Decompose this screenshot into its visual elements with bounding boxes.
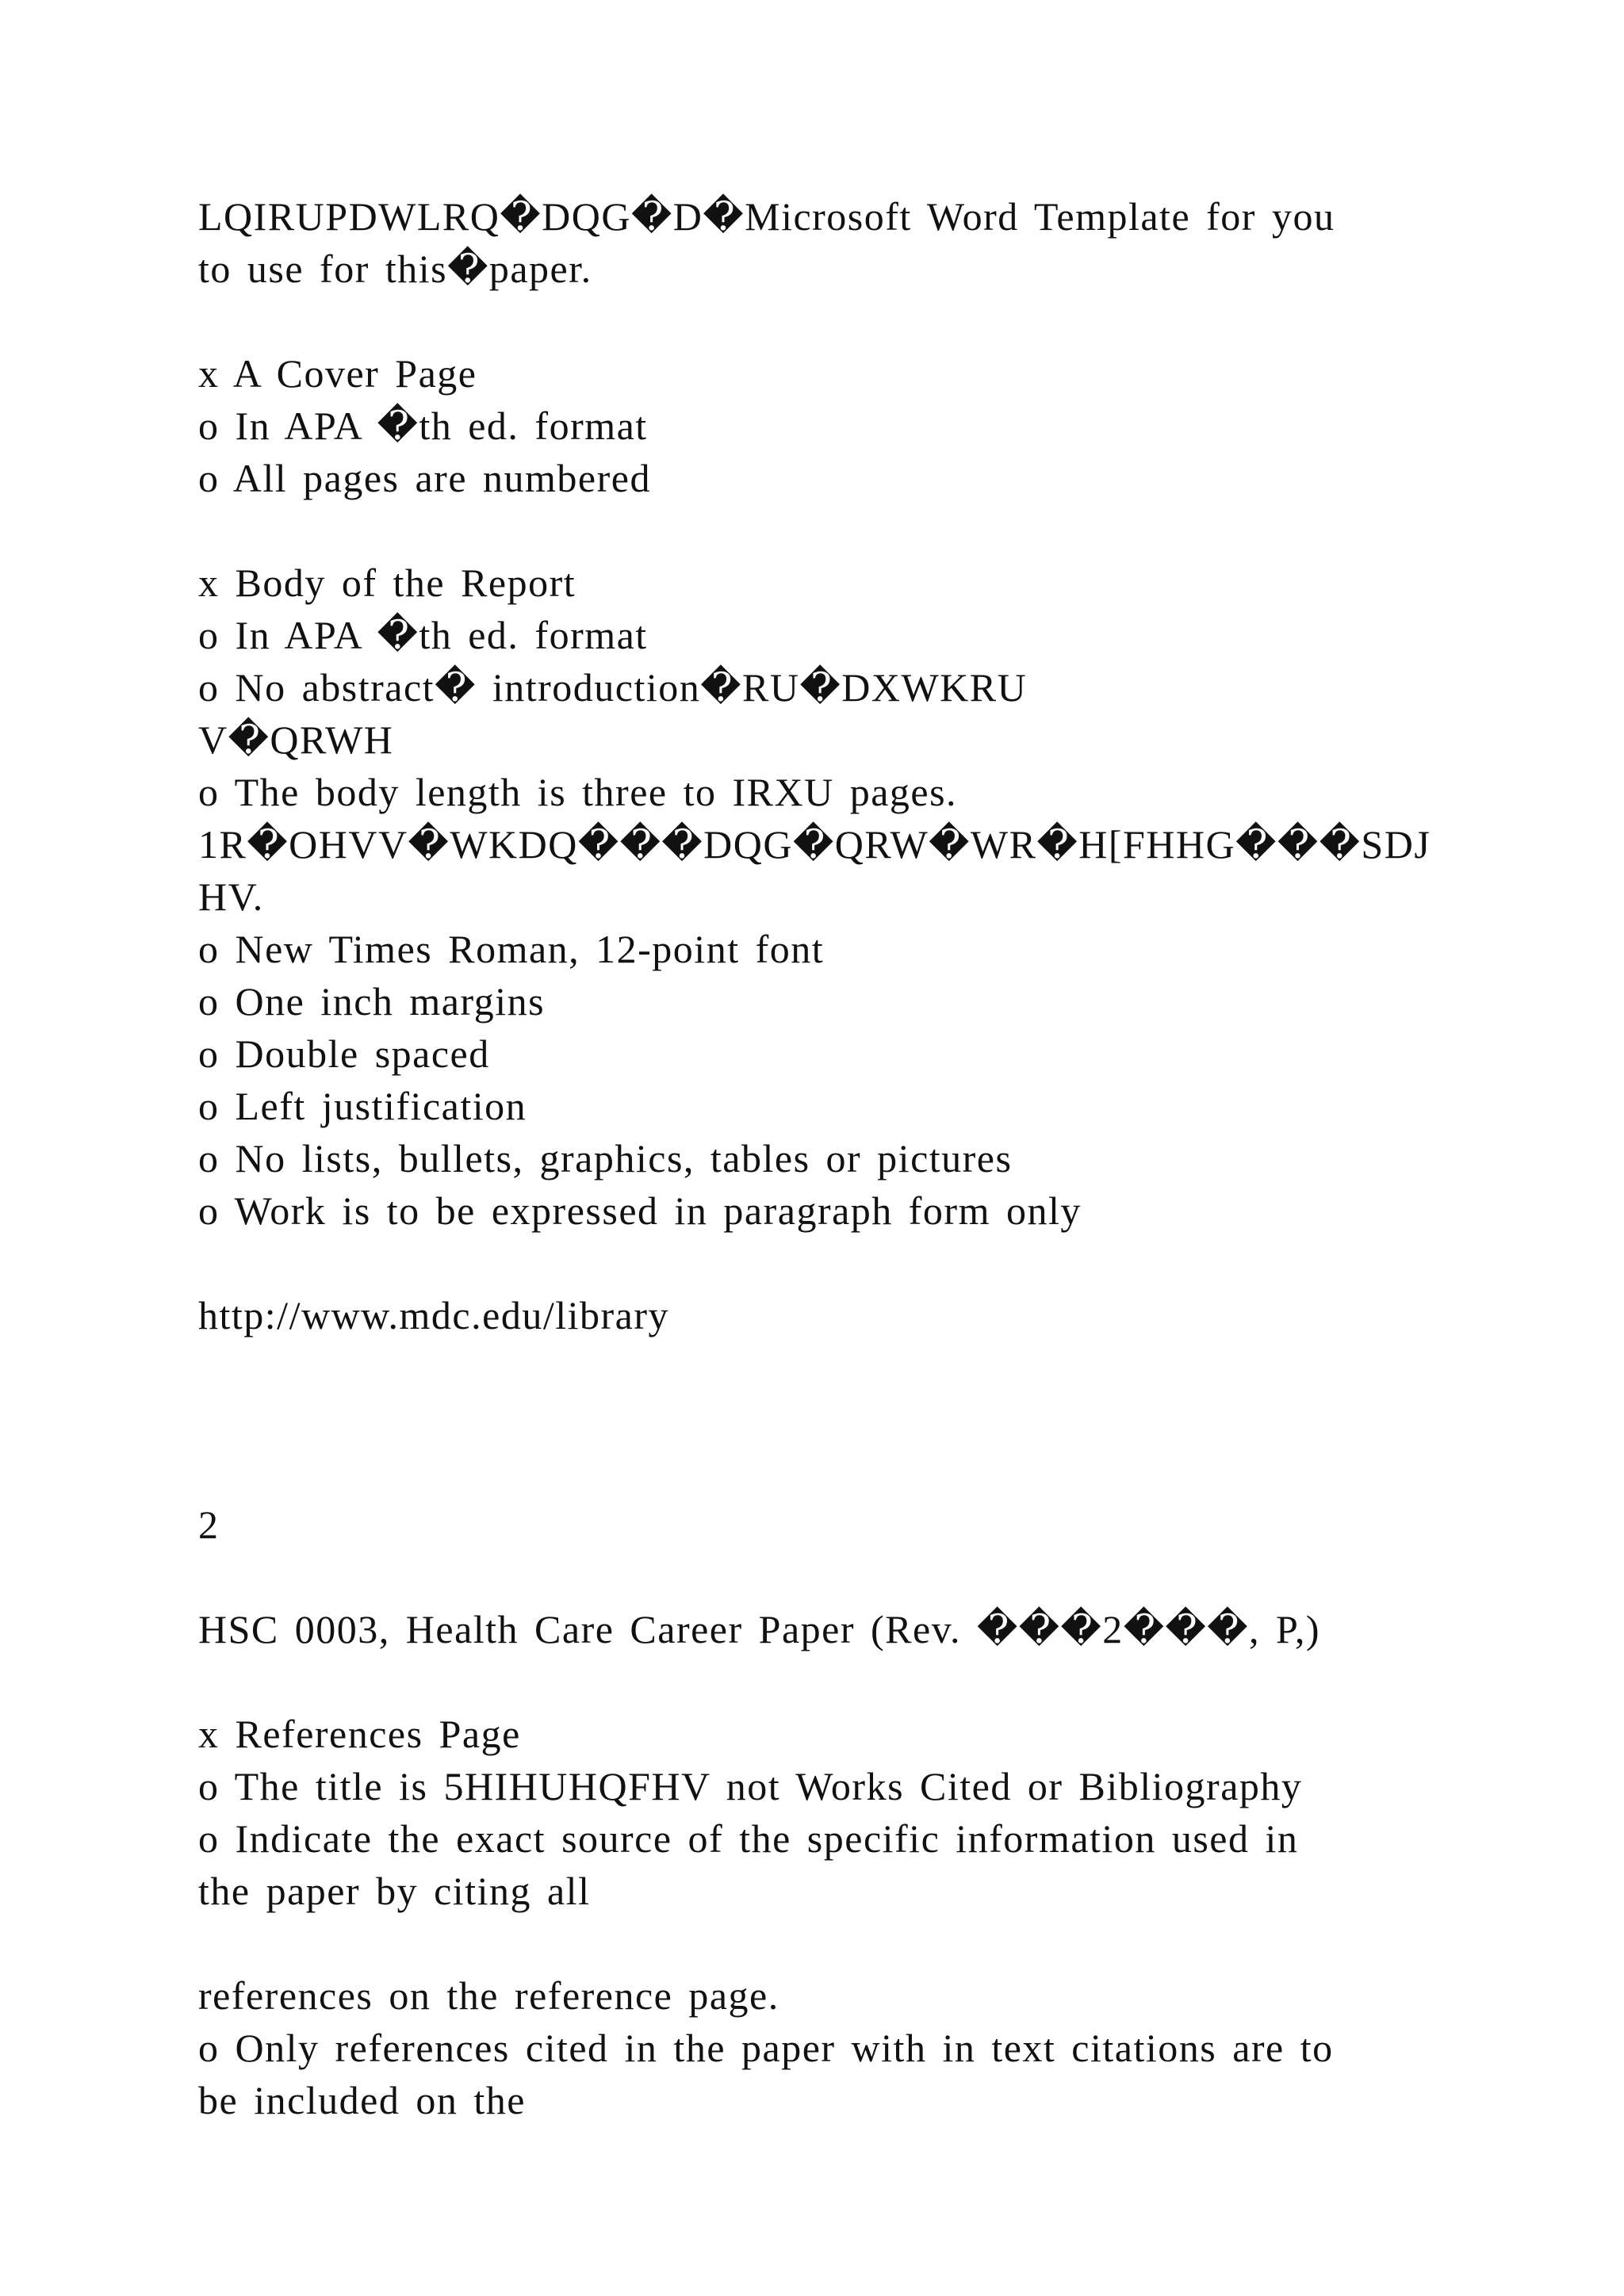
list-item: o In APA �th ed. format	[198, 613, 648, 657]
section-heading: x References Page	[198, 1712, 521, 1756]
list-item: o All pages are numbered	[198, 456, 651, 500]
list-item: o The body length is three to IRXU pages.	[198, 770, 958, 814]
list-item: HV.	[198, 874, 264, 919]
list-item: o Double spaced	[198, 1031, 490, 1076]
list-item: the paper by citing all	[198, 1869, 591, 1913]
list-item: o New Times Roman, 12-point font	[198, 927, 825, 971]
text-line: be included on the	[198, 2078, 526, 2122]
library-link-paragraph	[198, 1289, 1435, 1341]
intro-paragraph	[198, 190, 1435, 295]
body-of-report-section	[198, 557, 1435, 1237]
list-item: V�QRWH	[198, 718, 394, 762]
list-item: o No lists, bullets, graphics, tables or pictures	[198, 1136, 1013, 1181]
references-page-section	[198, 1708, 1435, 1917]
list-item: o Left justification	[198, 1084, 527, 1128]
section-heading: x Body of the Report	[198, 561, 576, 605]
document-body	[198, 190, 1435, 2126]
page-number-paragraph	[198, 1498, 1435, 1551]
page-number: 2	[198, 1502, 220, 1547]
text-line: LQIRUPDWLRQ�DQG�D�Microsoft Word Template for you	[198, 194, 1335, 239]
list-item: o Indicate the exact source of the specific information used in	[198, 1816, 1299, 1861]
list-item: o No abstract� introduction�RU�DXWKRU	[198, 665, 1028, 710]
library-url: http://www.mdc.edu/library	[198, 1293, 669, 1337]
list-item: o Only references cited in the paper with in text citations are to	[198, 2026, 1334, 2070]
list-item: o One inch margins	[198, 979, 546, 1024]
section-heading: x A Cover Page	[198, 351, 477, 396]
text-line: to use for this�paper.	[198, 247, 592, 291]
cover-page-section	[198, 347, 1435, 504]
list-item: 1R�OHVV�WKDQ���DQG�QRW�WR�H[FHHG���SDJ	[198, 822, 1431, 867]
header-text: HSC 0003, Health Care Career Paper (Rev. ���2���, P,)	[198, 1607, 1320, 1651]
list-item: o The title is 5HIHUHQFHV not Works Cited or Bibliography	[198, 1764, 1303, 1808]
list-item: o In APA �th ed. format	[198, 404, 648, 448]
list-item: o Work is to be expressed in paragraph form only	[198, 1188, 1082, 1233]
references-continued	[198, 1969, 1435, 2126]
running-header	[198, 1603, 1435, 1655]
text-line: references on the reference page.	[198, 1973, 779, 2018]
